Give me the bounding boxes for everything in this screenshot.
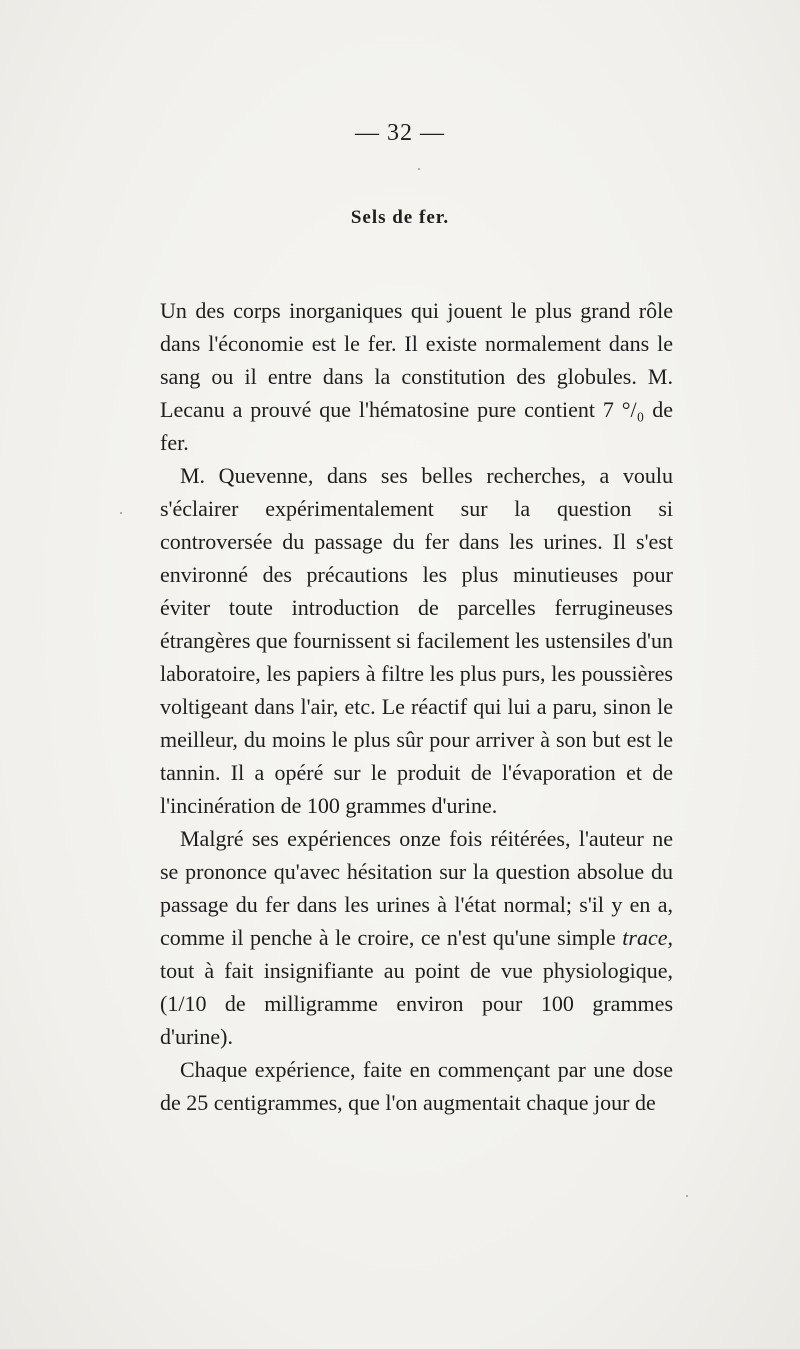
paragraph-1: Un des corps inorganiques qui jouent le plus grand rôle dans l'économie est le fer. Il existe normalement dans le sang ou il entre dans la constitution des globules. M. Lecanu a prouvé que l'hématosine pure contient 7 °/₀ de fer. <box>160 298 673 455</box>
paragraph-3-text-after: , tout à fait insignifiante au point de vue physiologique, (1/10 de milligramme environ pour 100 grammes d'urine). <box>160 925 673 1049</box>
paragraph-3-italic-trace: trace <box>622 925 668 950</box>
paragraph-4: Chaque expérience, faite en commençant par une dose de 25 centigrammes, que l'on augmentait chaque jour de <box>160 1057 673 1115</box>
body-text <box>160 294 673 1119</box>
paragraph-3-text-before: Malgré ses expériences onze fois réitérées, l'auteur ne se prononce qu'avec hésitation sur la question absolue du passage du fer dans les urines à l'état normal; s'il y en a, comme il penche à le croire, ce n'est qu'une simple <box>160 826 673 950</box>
paper-speck <box>686 1195 688 1197</box>
paragraph-3 <box>160 822 673 1053</box>
section-title: Sels de fer. <box>350 207 450 228</box>
paper-speck <box>120 512 122 514</box>
paper-speck <box>418 168 420 170</box>
paragraph-2: M. Quevenne, dans ses belles recherches, a voulu s'éclairer expérimentalement sur la question si controversée du passage du fer dans les urines. Il s'est environné des précautions les plus minutieuses pour éviter toute introduction de parcelles ferrugineuses étrangères que fournissent si facilement les ustensiles d'un laboratoire, les papiers à filtre les plus purs, les poussières voltigeant dans l'air, etc. Le réactif qui lui a paru, sinon le meilleur, du moins le plus sûr pour arriver à son but est le tannin. Il a opéré sur le produit de l'évaporation et de l'incinération de 100 grammes d'urine. <box>160 463 673 818</box>
page-number: — 32 — <box>355 120 445 146</box>
